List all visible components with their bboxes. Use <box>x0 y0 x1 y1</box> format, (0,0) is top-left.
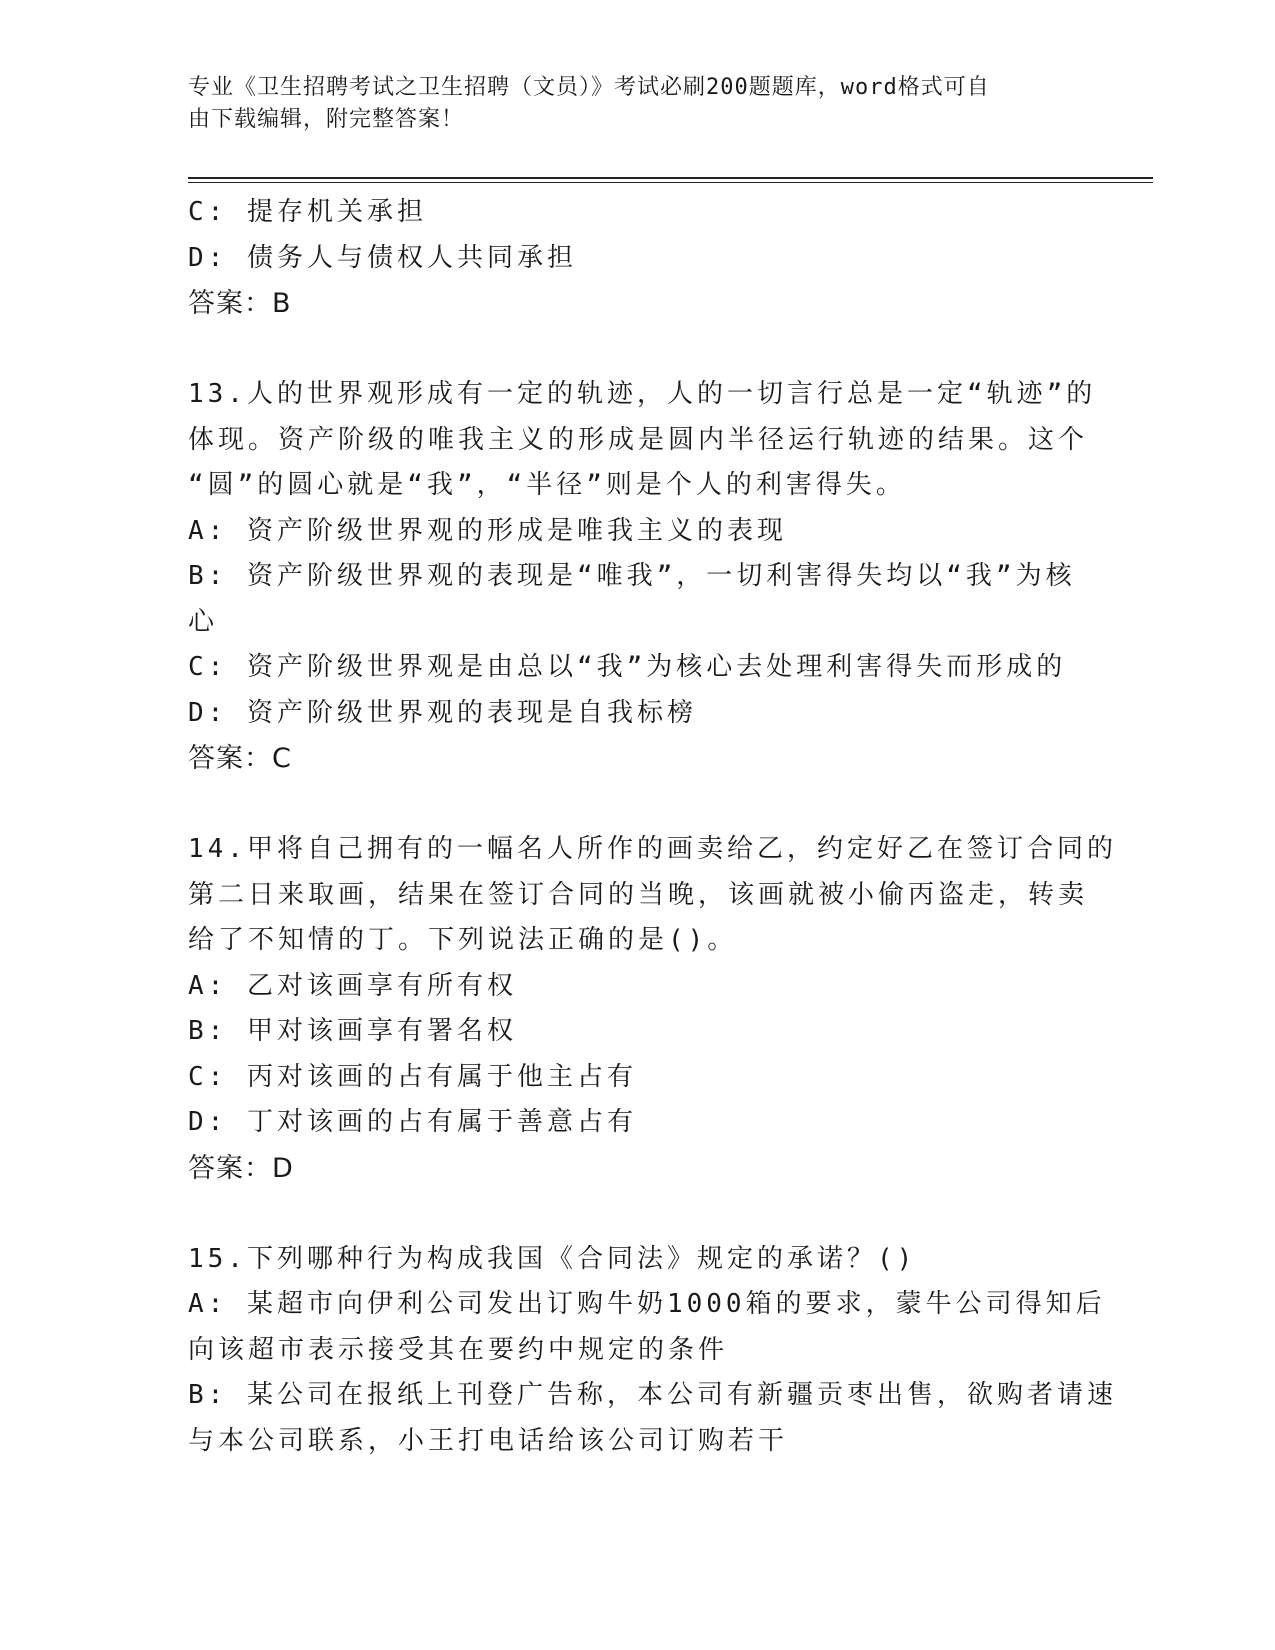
option-d: D: 资产阶级世界观的表现是自我标榜 <box>188 697 697 728</box>
option-d: D: 丁对该画的占有属于善意占有 <box>188 1107 637 1137</box>
option-d: D: 债务人与债权人共同承担 <box>188 242 577 273</box>
option-c: C: 提存机关承担 <box>188 197 427 227</box>
question-stem: 第二日来取画，结果在签订合同的当晚，该画就被小偷丙盗走，转卖 <box>188 879 1089 910</box>
option-b: B: 资产阶级世界观的表现是“唯我”，一切利害得失均以“我”为核 <box>188 561 1076 591</box>
answer: 答案：C <box>188 743 292 774</box>
question-12-tail <box>188 190 1088 327</box>
question-stem: 15.下列哪种行为构成我国《合同法》规定的承诺？() <box>188 1243 917 1274</box>
option-a-continued: 向该超市表示接受其在要约中规定的条件 <box>188 1334 729 1365</box>
question-stem: 给了不知情的丁。下列说法正确的是()。 <box>188 925 738 955</box>
answer: 答案：B <box>188 288 292 319</box>
header-line-2: 由下载编辑，附完整答案！ <box>188 107 465 132</box>
option-c: C: 资产阶级世界观是由总以“我”为核心去处理利害得失而形成的 <box>188 652 1067 682</box>
header-divider-thin <box>188 182 1153 183</box>
option-a: A: 某超市向伊利公司发出订购牛奶1000箱的要求，蒙牛公司得知后 <box>188 1289 1106 1319</box>
question-14 <box>188 827 1117 1191</box>
option-a: A: 资产阶级世界观的形成是唯我主义的表现 <box>188 515 787 546</box>
question-15 <box>188 1237 1117 1465</box>
option-a: A: 乙对该画享有所有权 <box>188 970 517 1001</box>
option-c: C: 丙对该画的占有属于他主占有 <box>188 1061 637 1092</box>
question-stem: 体现。资产阶级的唯我主义的形成是圆内半径运行轨迹的结果。这个 <box>188 424 1089 455</box>
header-divider <box>188 177 1153 179</box>
option-b: B: 某公司在报纸上刊登广告称，本公司有新疆贡枣出售，欲购者请速 <box>188 1380 1117 1410</box>
header-line-1: 专业《卫生招聘考试之卫生招聘（文员）》考试必刷200题题库，word格式可自 <box>188 75 990 100</box>
document-header <box>188 72 1068 136</box>
option-b-continued: 与本公司联系，小王打电话给该公司订购若干 <box>188 1425 789 1456</box>
answer: 答案：D <box>188 1152 294 1184</box>
question-stem: 13.人的世界观形成有一定的轨迹，人的一切言行总是一定“轨迹”的 <box>188 379 1097 409</box>
question-stem: “圆”的圆心就是“我”，“半径”则是个人的利害得失。 <box>188 470 906 500</box>
question-stem: 14.甲将自己拥有的一幅名人所作的画卖给乙，约定好乙在签订合同的 <box>188 834 1117 864</box>
document-body <box>188 190 1117 1464</box>
option-b: B: 甲对该画享有署名权 <box>188 1016 517 1046</box>
question-13 <box>188 372 1097 782</box>
option-b-continued: 心 <box>188 606 219 637</box>
